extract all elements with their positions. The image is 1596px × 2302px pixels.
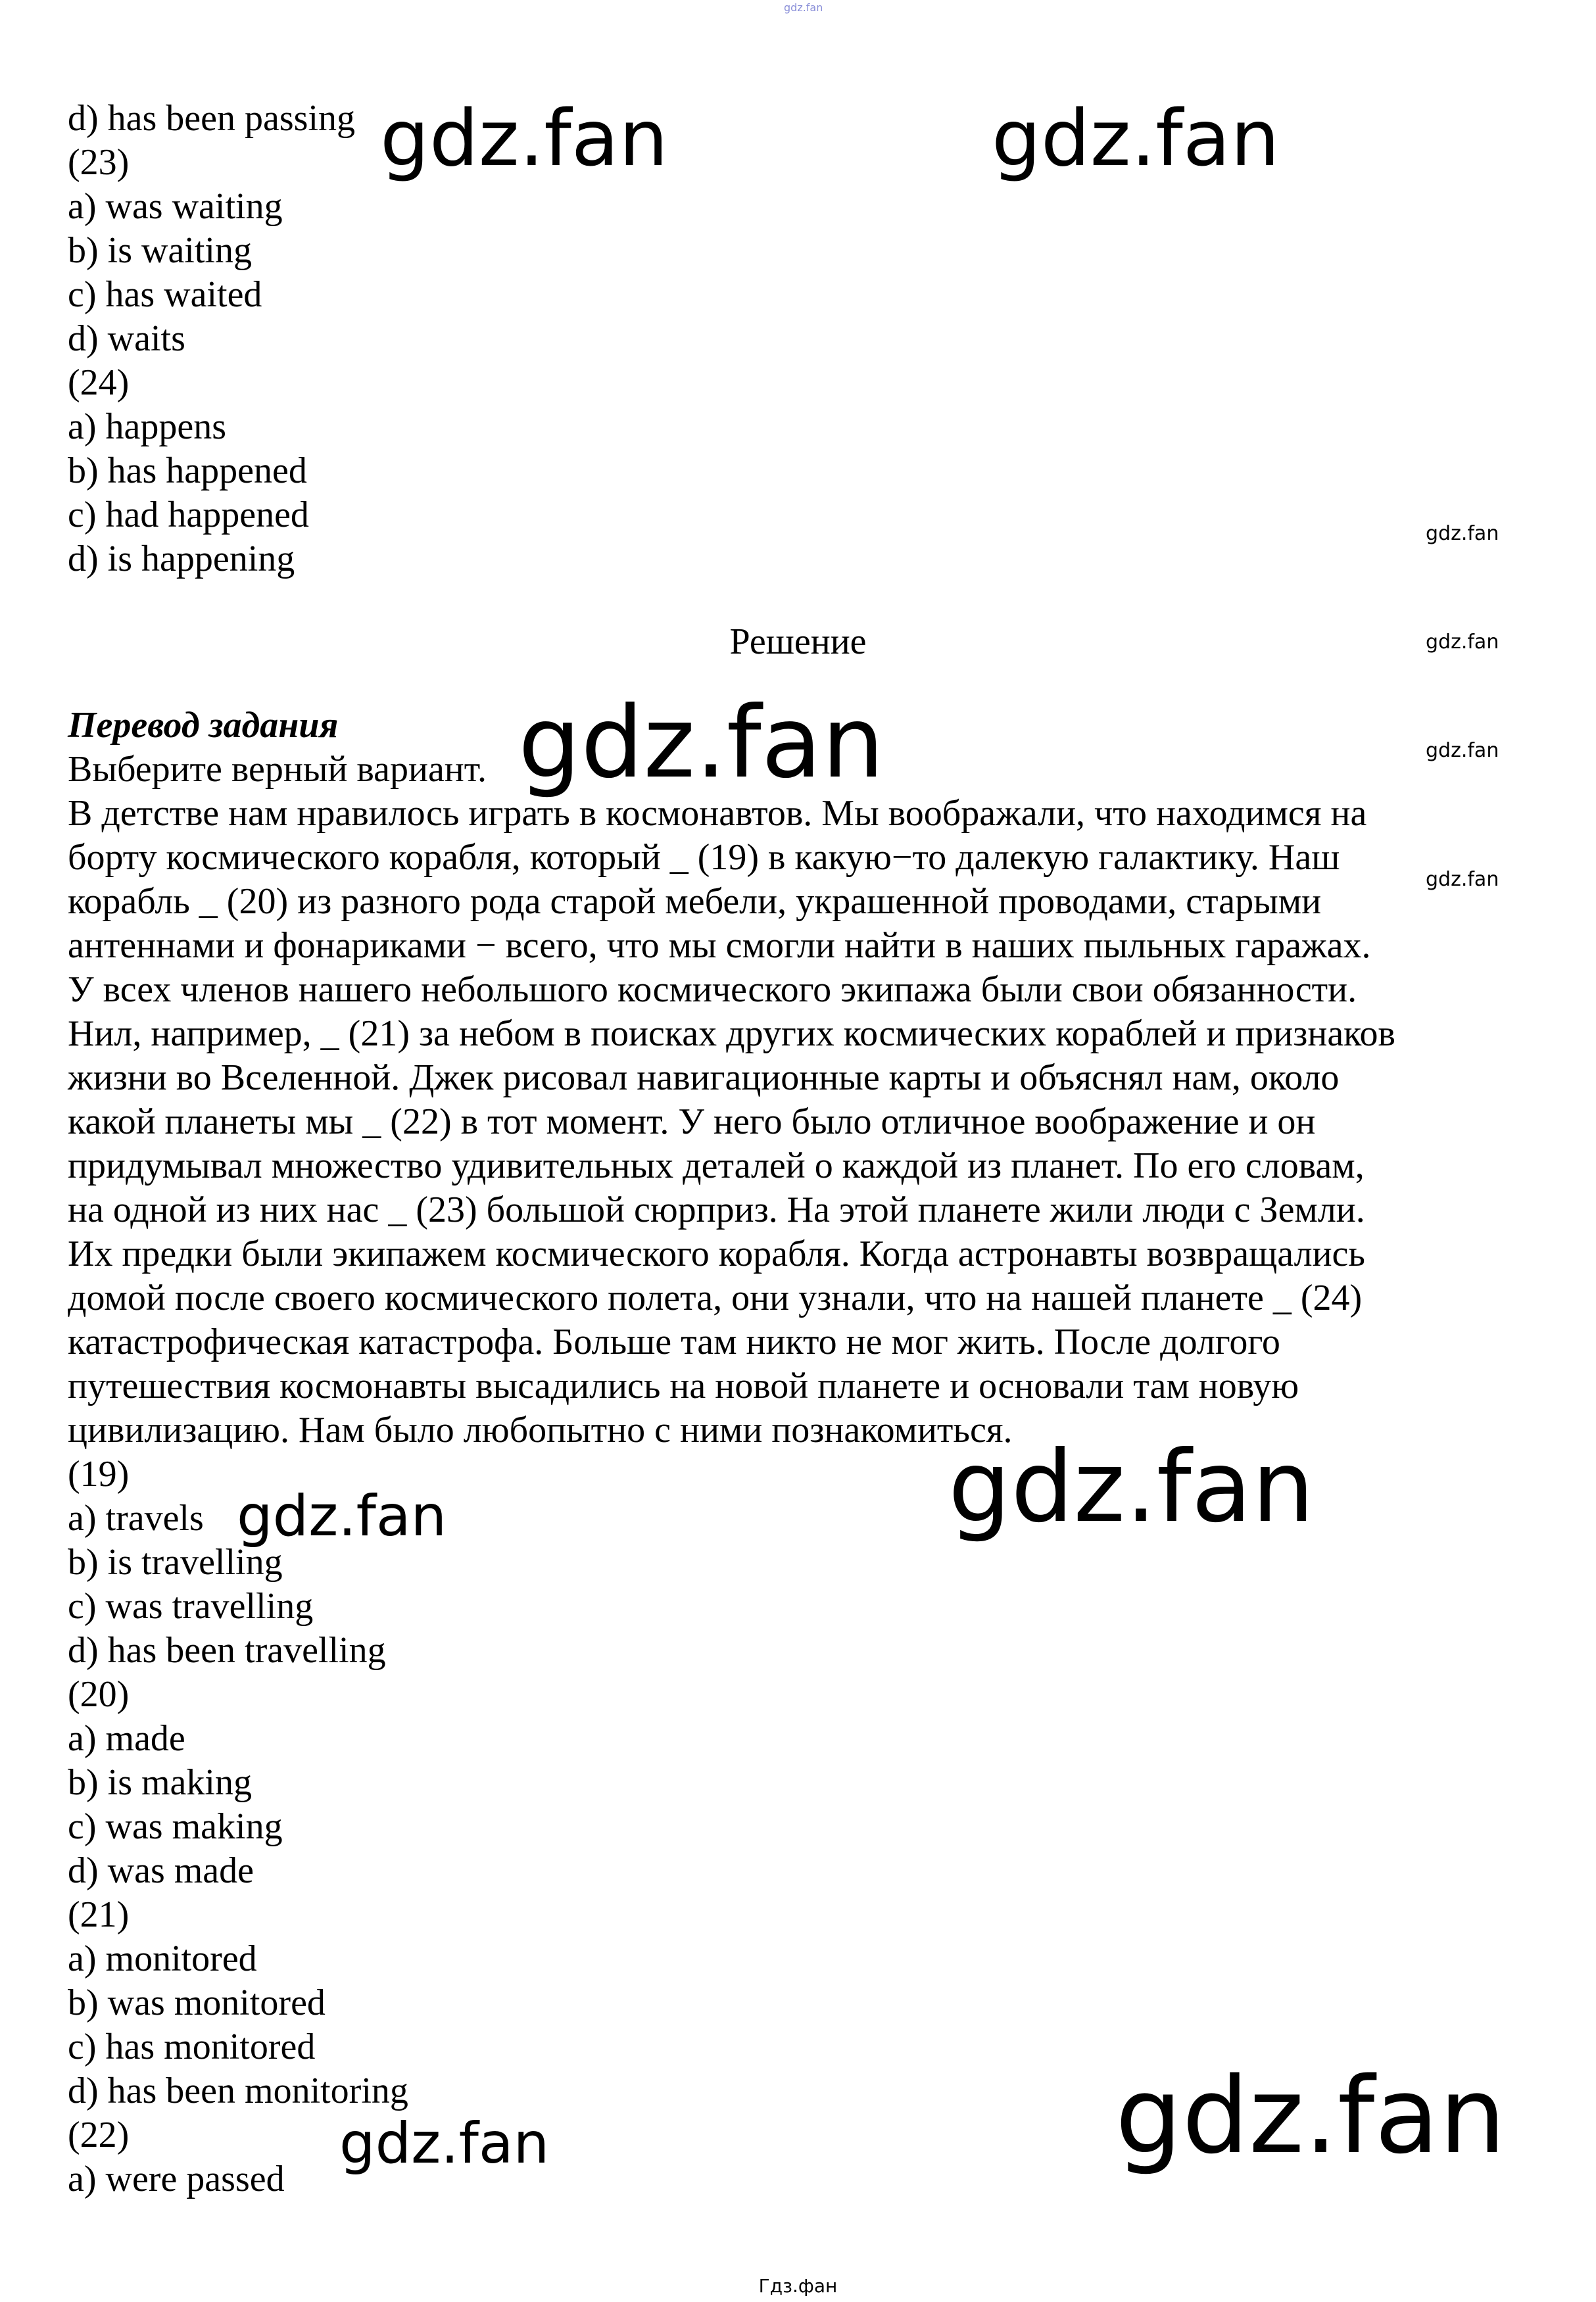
answer-line: b) is waiting	[68, 230, 252, 271]
answer-line: a) were passed	[68, 2159, 285, 2199]
answer-line: b) is travelling	[68, 1542, 283, 1583]
question-number: (20)	[68, 1674, 130, 1715]
question-number: (23)	[68, 142, 130, 183]
translation-line: путешествия космонавты высадились на новой планете и основали там новую	[68, 1366, 1299, 1406]
watermark: gdz.fan	[948, 1430, 1315, 1545]
translation-line: Их предки были экипажем космического корабля. Когда астронавты возвращались	[68, 1234, 1365, 1274]
question-number: (24)	[68, 362, 130, 403]
answer-line: b) is making	[68, 1762, 252, 1803]
answer-line: a) made	[68, 1718, 185, 1759]
translation-line: корабль _ (20) из разного рода старой мебели, украшенной проводами, старыми	[68, 881, 1322, 922]
translation-line: борту космического корабля, который _ (19) в какую−то далекую галактику. Наш	[68, 837, 1340, 878]
question-number: (21)	[68, 1894, 130, 1935]
header-watermark: gdz.fan	[784, 1, 823, 14]
watermark: gdz.fan	[380, 93, 668, 183]
answer-line: a) was waiting	[68, 186, 283, 227]
answer-line: c) was making	[68, 1806, 283, 1847]
translation-line: какой планеты мы _ (22) в тот момент. У него было отличное воображение и он	[68, 1101, 1316, 1142]
answer-line: c) has waited	[68, 274, 262, 315]
answer-line: a) happens	[68, 406, 227, 447]
translation-line: Нил, например, _ (21) за небом в поисках других космических кораблей и признаков	[68, 1013, 1395, 1054]
watermark: gdz.fan	[1115, 2054, 1506, 2177]
watermark: gdz.fan	[237, 1483, 447, 1549]
translation-line: цивилизацию. Нам было любопытно с ними познакомиться.	[68, 1410, 1013, 1451]
answer-line: d) was made	[68, 1850, 254, 1891]
watermark: gdz.fan	[339, 2111, 550, 2176]
answer-line: d) has been passing	[68, 98, 356, 139]
translation-line: антеннами и фонариками − всего, что мы смогли найти в наших пыльных гаражах.	[68, 925, 1371, 966]
translation-intro: Выберите верный вариант.	[68, 749, 487, 790]
answer-line: d) waits	[68, 318, 185, 359]
translation-title: Перевод задания	[68, 705, 339, 746]
watermark: gdz.fan	[992, 93, 1280, 183]
answer-line: c) had happened	[68, 494, 309, 535]
answer-line: d) is happening	[68, 539, 295, 579]
answer-line: d) has been monitoring	[68, 2071, 408, 2111]
answer-line: a) monitored	[68, 1938, 257, 1979]
question-number: (22)	[68, 2115, 130, 2155]
answer-line: a) travels	[68, 1498, 204, 1539]
question-number: (19)	[68, 1454, 130, 1495]
watermark: gdz.fan	[1426, 739, 1499, 762]
translation-line: жизни во Вселенной. Джек рисовал навигационные карты и объяснял нам, около	[68, 1057, 1340, 1098]
translation-line: В детстве нам нравилось играть в космонавтов. Мы воображали, что находимся на	[68, 793, 1367, 834]
translation-line: придумывал множество удивительных деталей о каждой из планет. По его словам,	[68, 1145, 1365, 1186]
watermark: gdz.fan	[1426, 631, 1499, 654]
watermark: gdz.fan	[518, 686, 884, 800]
answer-line: c) was travelling	[68, 1586, 314, 1627]
solution-heading: Решение	[729, 621, 867, 662]
watermark: gdz.fan	[1426, 868, 1499, 891]
watermark: gdz.fan	[1426, 522, 1499, 545]
answer-line: d) has been travelling	[68, 1630, 386, 1671]
answer-line: b) has happened	[68, 450, 307, 491]
translation-line: У всех членов нашего небольшого космического экипажа были свои обязанности.	[68, 969, 1357, 1010]
answer-line: b) was monitored	[68, 1982, 326, 2023]
translation-line: домой после своего космического полета, они узнали, что на нашей планете _ (24)	[68, 1278, 1363, 1318]
page-footer: Гдз.фан	[758, 2275, 838, 2297]
translation-line: на одной из них нас _ (23) большой сюрприз. На этой планете жили люди с Земли.	[68, 1189, 1365, 1230]
answer-line: c) has monitored	[68, 2026, 316, 2067]
translation-line: катастрофическая катастрофа. Больше там никто не мог жить. После долгого	[68, 1322, 1280, 1362]
